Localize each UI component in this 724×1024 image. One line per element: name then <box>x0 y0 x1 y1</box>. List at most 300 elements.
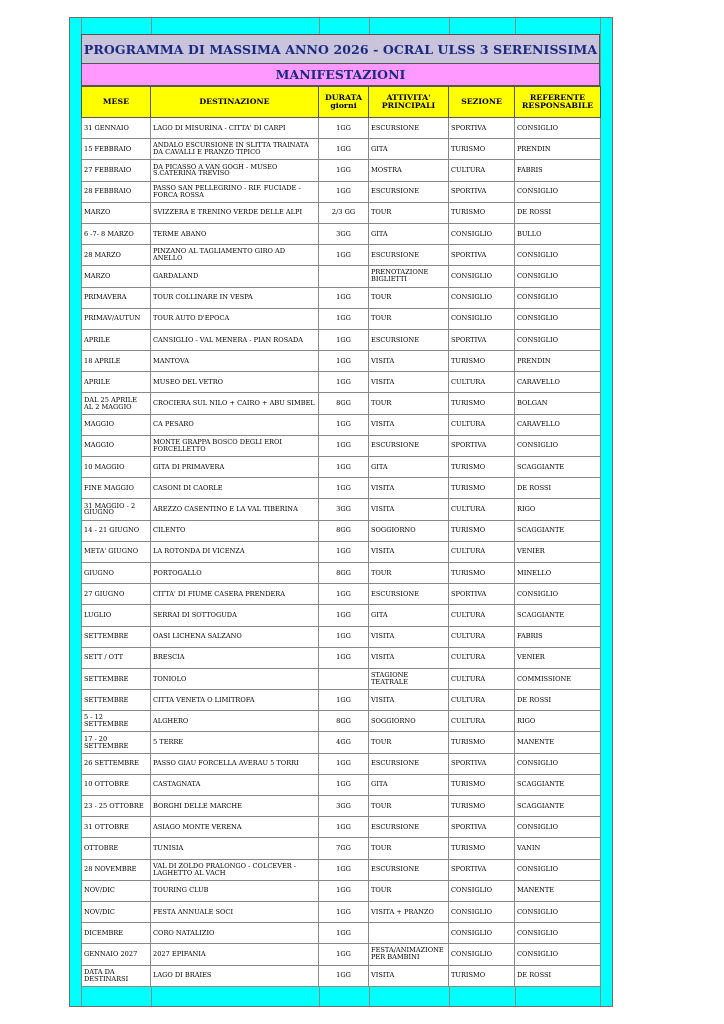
cell-durata <box>319 668 369 689</box>
table-row <box>82 668 601 689</box>
cell-referente: COMMISSIONE <box>515 668 601 689</box>
cell-referente: DE ROSSI <box>515 965 601 986</box>
cell-attivita: VISITA <box>369 965 449 986</box>
cell-attivita: ESCURSIONE <box>369 859 449 880</box>
table-row <box>82 223 601 244</box>
table-row <box>82 393 601 414</box>
cell-attivita: VISITA <box>369 414 449 435</box>
cell-sezione: CULTURA <box>449 668 515 689</box>
table-row <box>82 753 601 774</box>
cell-mese: FINE MAGGIO <box>82 478 151 499</box>
cell-sezione: CULTURA <box>449 160 515 181</box>
cell-referente: SCAGGIANTE <box>515 520 601 541</box>
cell-mese: DICEMBRE <box>82 923 151 944</box>
cell-referente: SCAGGIANTE <box>515 457 601 478</box>
program-table-container <box>81 34 600 987</box>
cell-mese: GIUGNO <box>82 562 151 583</box>
cell-attivita: TOUR <box>369 880 449 901</box>
cell-destinazione: PASSO SAN PELLEGRINO - RIF. FUCIADE - FORCA ROSSA <box>151 181 319 202</box>
cell-referente: MANENTE <box>515 880 601 901</box>
cell-destinazione: ASIAGO MONTE VERENA <box>151 817 319 838</box>
cell-destinazione: SERRAI DI SOTTOGUDA <box>151 605 319 626</box>
cell-sezione: SPORTIVA <box>449 817 515 838</box>
cell-destinazione: GARDALAND <box>151 266 319 287</box>
table-row <box>82 372 601 393</box>
cell-destinazione: 2027 EPIFANIA <box>151 944 319 965</box>
cell-referente: PRENDIN <box>515 351 601 372</box>
cell-destinazione: ANDALO ESCURSIONE IN SLITTA TRAINATA DA CAVALLI E PRANZO TIPICO <box>151 139 319 160</box>
header-durata <box>319 87 369 118</box>
cell-mese: MAGGIO <box>82 414 151 435</box>
cell-attivita: PRENOTAZIONE BIGLIETTI <box>369 266 449 287</box>
cell-durata: 1GG <box>319 880 369 901</box>
cell-mese: APRILE <box>82 329 151 350</box>
cell-durata: 1GG <box>319 584 369 605</box>
cell-sezione: TURISMO <box>449 202 515 223</box>
cell-durata: 3GG <box>319 796 369 817</box>
cell-destinazione: BORGHI DELLE MARCHE <box>151 796 319 817</box>
cell-attivita: ESCURSIONE <box>369 435 449 456</box>
cell-attivita: TOUR <box>369 308 449 329</box>
header-sezione: SEZIONE <box>449 87 515 118</box>
table-row <box>82 478 601 499</box>
cell-attivita: TOUR <box>369 838 449 859</box>
cell-attivita: SOGGIORNO <box>369 520 449 541</box>
header-referente: REFERENTE RESPONSABILE <box>515 87 601 118</box>
table-row <box>82 202 601 223</box>
table-row <box>82 859 601 880</box>
cell-referente: VENIER <box>515 647 601 668</box>
cell-sezione: TURISMO <box>449 393 515 414</box>
cell-referente: DE ROSSI <box>515 478 601 499</box>
cell-referente: CONSIGLIO <box>515 817 601 838</box>
cell-mese: 14 - 21 GIUGNO <box>82 520 151 541</box>
table-row <box>82 838 601 859</box>
cell-destinazione: CASONI DI CAORLE <box>151 478 319 499</box>
cell-sezione: SPORTIVA <box>449 245 515 266</box>
cell-attivita: VISITA <box>369 351 449 372</box>
cell-mese: MARZO <box>82 202 151 223</box>
cell-attivita: SOGGIORNO <box>369 711 449 732</box>
cell-attivita: GITA <box>369 774 449 795</box>
cell-mese: 6 -7- 8 MARZO <box>82 223 151 244</box>
cell-attivita: VISITA <box>369 372 449 393</box>
cell-sezione: TURISMO <box>449 351 515 372</box>
cell-destinazione: MONTE GRAPPA BOSCO DEGLI EROI FORCELLETTO <box>151 435 319 456</box>
cell-sezione: TURISMO <box>449 732 515 753</box>
table-row <box>82 605 601 626</box>
cell-destinazione: TOURING CLUB <box>151 880 319 901</box>
cell-durata: 1GG <box>319 923 369 944</box>
cell-attivita: VISITA + PRANZO <box>369 901 449 922</box>
table-row <box>82 774 601 795</box>
cell-durata: 1GG <box>319 859 369 880</box>
cell-sezione: SPORTIVA <box>449 753 515 774</box>
table-row <box>82 732 601 753</box>
cell-mese: 5 - 12 SETTEMBRE <box>82 711 151 732</box>
cell-attivita: VISITA <box>369 626 449 647</box>
cell-sezione: TURISMO <box>449 478 515 499</box>
cell-destinazione: TONIOLO <box>151 668 319 689</box>
cell-mese: 17 - 20 SETTEMBRE <box>82 732 151 753</box>
cell-attivita: ESCURSIONE <box>369 118 449 139</box>
cell-attivita: MOSTRA <box>369 160 449 181</box>
table-row <box>82 796 601 817</box>
cell-referente: CONSIGLIO <box>515 118 601 139</box>
cell-mese: PRIMAVERA <box>82 287 151 308</box>
cell-destinazione: FESTA ANNUALE SOCI <box>151 901 319 922</box>
cell-destinazione: SVIZZERA E TRENINO VERDE DELLE ALPI <box>151 202 319 223</box>
section-title: MANIFESTAZIONI <box>81 64 600 86</box>
cell-attivita: VISITA <box>369 647 449 668</box>
cell-sezione: CULTURA <box>449 626 515 647</box>
cell-destinazione: VAL DI ZOLDO PRALONGO - COLCEVER - LAGHETTO AL VACH <box>151 859 319 880</box>
cell-referente: CONSIGLIO <box>515 584 601 605</box>
table-row <box>82 901 601 922</box>
table-row <box>82 965 601 986</box>
cell-attivita: FESTA/ANIMAZIONE PER BAMBINI <box>369 944 449 965</box>
cell-attivita: TOUR <box>369 562 449 583</box>
cell-durata: 1GG <box>319 753 369 774</box>
cell-mese: 26 SETTEMBRE <box>82 753 151 774</box>
cell-mese: 28 FEBBRAIO <box>82 181 151 202</box>
cell-durata: 1GG <box>319 541 369 562</box>
cell-mese: 27 GIUGNO <box>82 584 151 605</box>
table-row <box>82 923 601 944</box>
cell-destinazione: AREZZO CASENTINO E LA VAL TIBERINA <box>151 499 319 520</box>
spreadsheet-page <box>69 17 613 1007</box>
cell-durata: 1GG <box>319 414 369 435</box>
cell-destinazione: LAGO DI MISURINA - CITTA' DI CARPI <box>151 118 319 139</box>
cell-sezione: CONSIGLIO <box>449 901 515 922</box>
cell-durata: 4GG <box>319 732 369 753</box>
cell-sezione: CULTURA <box>449 414 515 435</box>
cell-referente: CONSIGLIO <box>515 329 601 350</box>
cell-attivita: ESCURSIONE <box>369 245 449 266</box>
table-row <box>82 541 601 562</box>
table-row <box>82 647 601 668</box>
cell-mese: NOV/DIC <box>82 880 151 901</box>
cell-destinazione: CITTA VENETA O LIMITROFA <box>151 690 319 711</box>
table-row <box>82 457 601 478</box>
cell-mese: 28 NOVEMBRE <box>82 859 151 880</box>
cell-sezione: CULTURA <box>449 499 515 520</box>
table-row <box>82 499 601 520</box>
cell-destinazione: PORTOGALLO <box>151 562 319 583</box>
table-body <box>82 118 601 987</box>
header-attivita: ATTIVITA' PRINCIPALI <box>369 87 449 118</box>
table-row <box>82 329 601 350</box>
header-durata-unit: giorni <box>330 101 357 110</box>
cell-sezione: CONSIGLIO <box>449 880 515 901</box>
cell-durata: 1GG <box>319 774 369 795</box>
page-title: PROGRAMMA DI MASSIMA ANNO 2026 - OCRAL ULSS 3 SERENISSIMA <box>81 34 600 64</box>
cell-referente: CONSIGLIO <box>515 435 601 456</box>
cell-destinazione: MANTOVA <box>151 351 319 372</box>
cell-sezione: TURISMO <box>449 139 515 160</box>
cell-mese: MARZO <box>82 266 151 287</box>
cell-sezione: TURISMO <box>449 796 515 817</box>
cell-durata: 1GG <box>319 287 369 308</box>
cell-attivita: ESCURSIONE <box>369 584 449 605</box>
table-row <box>82 414 601 435</box>
cell-durata: 7GG <box>319 838 369 859</box>
cell-mese: MAGGIO <box>82 435 151 456</box>
cell-durata: 1GG <box>319 160 369 181</box>
cell-sezione: TURISMO <box>449 520 515 541</box>
cell-mese: 27 FEBBRAIO <box>82 160 151 181</box>
cell-attivita: GITA <box>369 457 449 478</box>
cell-attivita: TOUR <box>369 796 449 817</box>
cell-durata: 8GG <box>319 711 369 732</box>
cell-attivita: GITA <box>369 223 449 244</box>
cell-durata: 1GG <box>319 351 369 372</box>
cell-mese: 28 MARZO <box>82 245 151 266</box>
cell-durata: 1GG <box>319 944 369 965</box>
cell-attivita: TOUR <box>369 393 449 414</box>
cell-attivita: STAGIONE TEATRALE <box>369 668 449 689</box>
cell-destinazione: TOUR COLLINARE IN VESPA <box>151 287 319 308</box>
table-row <box>82 287 601 308</box>
cell-destinazione: PASSO GIAU FORCELLA AVERAU 5 TORRI <box>151 753 319 774</box>
cell-sezione: CULTURA <box>449 372 515 393</box>
cell-attivita <box>369 923 449 944</box>
cell-destinazione: ALGHERO <box>151 711 319 732</box>
cell-mese: SETTEMBRE <box>82 690 151 711</box>
cell-destinazione: CASTAGNATA <box>151 774 319 795</box>
cell-referente: VANIN <box>515 838 601 859</box>
cell-attivita: VISITA <box>369 478 449 499</box>
cell-mese: DATA DA DESTINARSI <box>82 965 151 986</box>
cell-referente: DE ROSSI <box>515 202 601 223</box>
cell-mese: GENNAIO 2027 <box>82 944 151 965</box>
cell-sezione: TURISMO <box>449 838 515 859</box>
cell-sezione: SPORTIVA <box>449 181 515 202</box>
cell-durata: 1GG <box>319 965 369 986</box>
cell-attivita: TOUR <box>369 732 449 753</box>
table-row <box>82 118 601 139</box>
cell-destinazione: CROCIERA SUL NILO + CAIRO + ABU SIMBEL <box>151 393 319 414</box>
cell-durata: 1GG <box>319 139 369 160</box>
cell-durata: 1GG <box>319 647 369 668</box>
cell-referente: VENIER <box>515 541 601 562</box>
cell-durata: 1GG <box>319 478 369 499</box>
cell-mese: 31 GENNAIO <box>82 118 151 139</box>
cell-referente: CONSIGLIO <box>515 923 601 944</box>
cell-mese: APRILE <box>82 372 151 393</box>
cell-sezione: SPORTIVA <box>449 329 515 350</box>
cell-destinazione: CILENTO <box>151 520 319 541</box>
cell-referente: SCAGGIANTE <box>515 796 601 817</box>
cell-durata: 3GG <box>319 499 369 520</box>
table-row <box>82 711 601 732</box>
table-row <box>82 308 601 329</box>
cell-attivita: VISITA <box>369 690 449 711</box>
cell-destinazione: CANSIGLIO - VAL MENERA - PIAN ROSADA <box>151 329 319 350</box>
cell-durata: 1GG <box>319 329 369 350</box>
cell-mese: SETTEMBRE <box>82 668 151 689</box>
cell-durata <box>319 266 369 287</box>
cell-sezione: CONSIGLIO <box>449 223 515 244</box>
cell-mese: 15 FEBBRAIO <box>82 139 151 160</box>
cell-referente: CARAVELLO <box>515 414 601 435</box>
cell-durata: 1GG <box>319 605 369 626</box>
cell-durata: 1GG <box>319 457 369 478</box>
cell-durata: 1GG <box>319 245 369 266</box>
events-table <box>81 86 601 987</box>
cell-destinazione: LA ROTONDA DI VICENZA <box>151 541 319 562</box>
cell-durata: 8GG <box>319 562 369 583</box>
table-row <box>82 520 601 541</box>
cell-sezione: SPORTIVA <box>449 584 515 605</box>
cell-referente: SCAGGIANTE <box>515 774 601 795</box>
cell-durata: 1GG <box>319 308 369 329</box>
cell-attivita: ESCURSIONE <box>369 329 449 350</box>
cell-destinazione: TOUR AUTO D'EPOCA <box>151 308 319 329</box>
cell-mese: PRIMAV/AUTUN <box>82 308 151 329</box>
cell-referente: CONSIGLIO <box>515 245 601 266</box>
cell-referente: BOLGAN <box>515 393 601 414</box>
cell-durata: 8GG <box>319 520 369 541</box>
table-row <box>82 690 601 711</box>
cell-attivita: TOUR <box>369 287 449 308</box>
table-row <box>82 584 601 605</box>
cell-mese: 23 - 25 OTTOBRE <box>82 796 151 817</box>
cell-referente: CONSIGLIO <box>515 901 601 922</box>
table-row <box>82 562 601 583</box>
header-destinazione: DESTINAZIONE <box>151 87 319 118</box>
cell-sezione: CULTURA <box>449 711 515 732</box>
cell-durata: 1GG <box>319 817 369 838</box>
cell-durata: 1GG <box>319 181 369 202</box>
cell-mese: OTTOBRE <box>82 838 151 859</box>
cell-mese: META' GIUGNO <box>82 541 151 562</box>
cell-referente: CONSIGLIO <box>515 944 601 965</box>
cell-destinazione: CITTA' DI FIUME CASERA PRENDERA <box>151 584 319 605</box>
cell-referente: BULLO <box>515 223 601 244</box>
cell-referente: CONSIGLIO <box>515 753 601 774</box>
cell-destinazione: TERME ABANO <box>151 223 319 244</box>
cell-referente: MANENTE <box>515 732 601 753</box>
cell-sezione: CONSIGLIO <box>449 923 515 944</box>
cell-referente: FABRIS <box>515 160 601 181</box>
cell-destinazione: BRESCIA <box>151 647 319 668</box>
cell-attivita: GITA <box>369 139 449 160</box>
header-mese: MESE <box>82 87 151 118</box>
table-row <box>82 626 601 647</box>
cell-destinazione: GITA DI PRIMAVERA <box>151 457 319 478</box>
cell-destinazione: OASI LICHENA SALZANO <box>151 626 319 647</box>
table-row <box>82 139 601 160</box>
cell-sezione: CONSIGLIO <box>449 287 515 308</box>
cell-mese: SETT / OTT <box>82 647 151 668</box>
cell-mese: 10 OTTOBRE <box>82 774 151 795</box>
cell-durata: 1GG <box>319 901 369 922</box>
cell-destinazione: CA PESARO <box>151 414 319 435</box>
cell-referente: MINELLO <box>515 562 601 583</box>
cell-referente: DE ROSSI <box>515 690 601 711</box>
cell-attivita: ESCURSIONE <box>369 181 449 202</box>
cell-attivita: TOUR <box>369 202 449 223</box>
cell-referente: FABRIS <box>515 626 601 647</box>
cell-mese: 10 MAGGIO <box>82 457 151 478</box>
cell-destinazione: TUNISIA <box>151 838 319 859</box>
cell-referente: SCAGGIANTE <box>515 605 601 626</box>
cell-sezione: TURISMO <box>449 965 515 986</box>
cell-destinazione: LAGO DI BRAIES <box>151 965 319 986</box>
cell-sezione: SPORTIVA <box>449 118 515 139</box>
cell-durata: 1GG <box>319 626 369 647</box>
cell-durata: 3GG <box>319 223 369 244</box>
cell-sezione: SPORTIVA <box>449 859 515 880</box>
cell-mese: 18 APRILE <box>82 351 151 372</box>
cell-durata: 1GG <box>319 118 369 139</box>
cell-mese: SETTEMBRE <box>82 626 151 647</box>
cell-sezione: TURISMO <box>449 457 515 478</box>
cell-attivita: VISITA <box>369 499 449 520</box>
cell-sezione: CONSIGLIO <box>449 266 515 287</box>
cell-referente: RIGO <box>515 711 601 732</box>
cell-durata: 2/3 GG <box>319 202 369 223</box>
cell-referente: PRENDIN <box>515 139 601 160</box>
cell-durata: 1GG <box>319 690 369 711</box>
cell-attivita: ESCURSIONE <box>369 753 449 774</box>
cell-sezione: CULTURA <box>449 541 515 562</box>
cell-destinazione: DA PICASSO A VAN GOGH - MUSEO S.CATERINA TREVISO <box>151 160 319 181</box>
cell-mese: 31 MAGGIO - 2 GIUGNO <box>82 499 151 520</box>
cell-sezione: CULTURA <box>449 690 515 711</box>
cell-referente: CARAVELLO <box>515 372 601 393</box>
table-header-row <box>82 87 601 118</box>
cell-destinazione: 5 TERRE <box>151 732 319 753</box>
cell-sezione: SPORTIVA <box>449 435 515 456</box>
cell-sezione: TURISMO <box>449 562 515 583</box>
table-row <box>82 880 601 901</box>
cell-mese: LUGLIO <box>82 605 151 626</box>
table-row <box>82 160 601 181</box>
header-durata-label: DURATA <box>324 92 363 102</box>
table-row <box>82 435 601 456</box>
cell-destinazione: MUSEO DEL VETRO <box>151 372 319 393</box>
cell-referente: CONSIGLIO <box>515 859 601 880</box>
cell-attivita: ESCURSIONE <box>369 817 449 838</box>
cell-sezione: CONSIGLIO <box>449 944 515 965</box>
cell-durata: 8GG <box>319 393 369 414</box>
cell-sezione: CULTURA <box>449 605 515 626</box>
cell-mese: 31 OTTOBRE <box>82 817 151 838</box>
cell-durata: 1GG <box>319 435 369 456</box>
cell-destinazione: CORO NATALIZIO <box>151 923 319 944</box>
table-row <box>82 181 601 202</box>
cell-sezione: TURISMO <box>449 774 515 795</box>
cell-referente: CONSIGLIO <box>515 266 601 287</box>
table-row <box>82 266 601 287</box>
cell-attivita: VISITA <box>369 541 449 562</box>
table-row <box>82 351 601 372</box>
cell-referente: CONSIGLIO <box>515 181 601 202</box>
table-row <box>82 944 601 965</box>
cell-referente: CONSIGLIO <box>515 308 601 329</box>
cell-referente: RIGO <box>515 499 601 520</box>
cell-sezione: CONSIGLIO <box>449 308 515 329</box>
cell-attivita: GITA <box>369 605 449 626</box>
cell-durata: 1GG <box>319 372 369 393</box>
cell-mese: NOV/DIC <box>82 901 151 922</box>
cell-mese: DAL 25 APRILE AL 2 MAGGIO <box>82 393 151 414</box>
cell-referente: CONSIGLIO <box>515 287 601 308</box>
table-row <box>82 817 601 838</box>
cell-destinazione: PINZANO AL TAGLIAMENTO GIRO AD ANELLO <box>151 245 319 266</box>
